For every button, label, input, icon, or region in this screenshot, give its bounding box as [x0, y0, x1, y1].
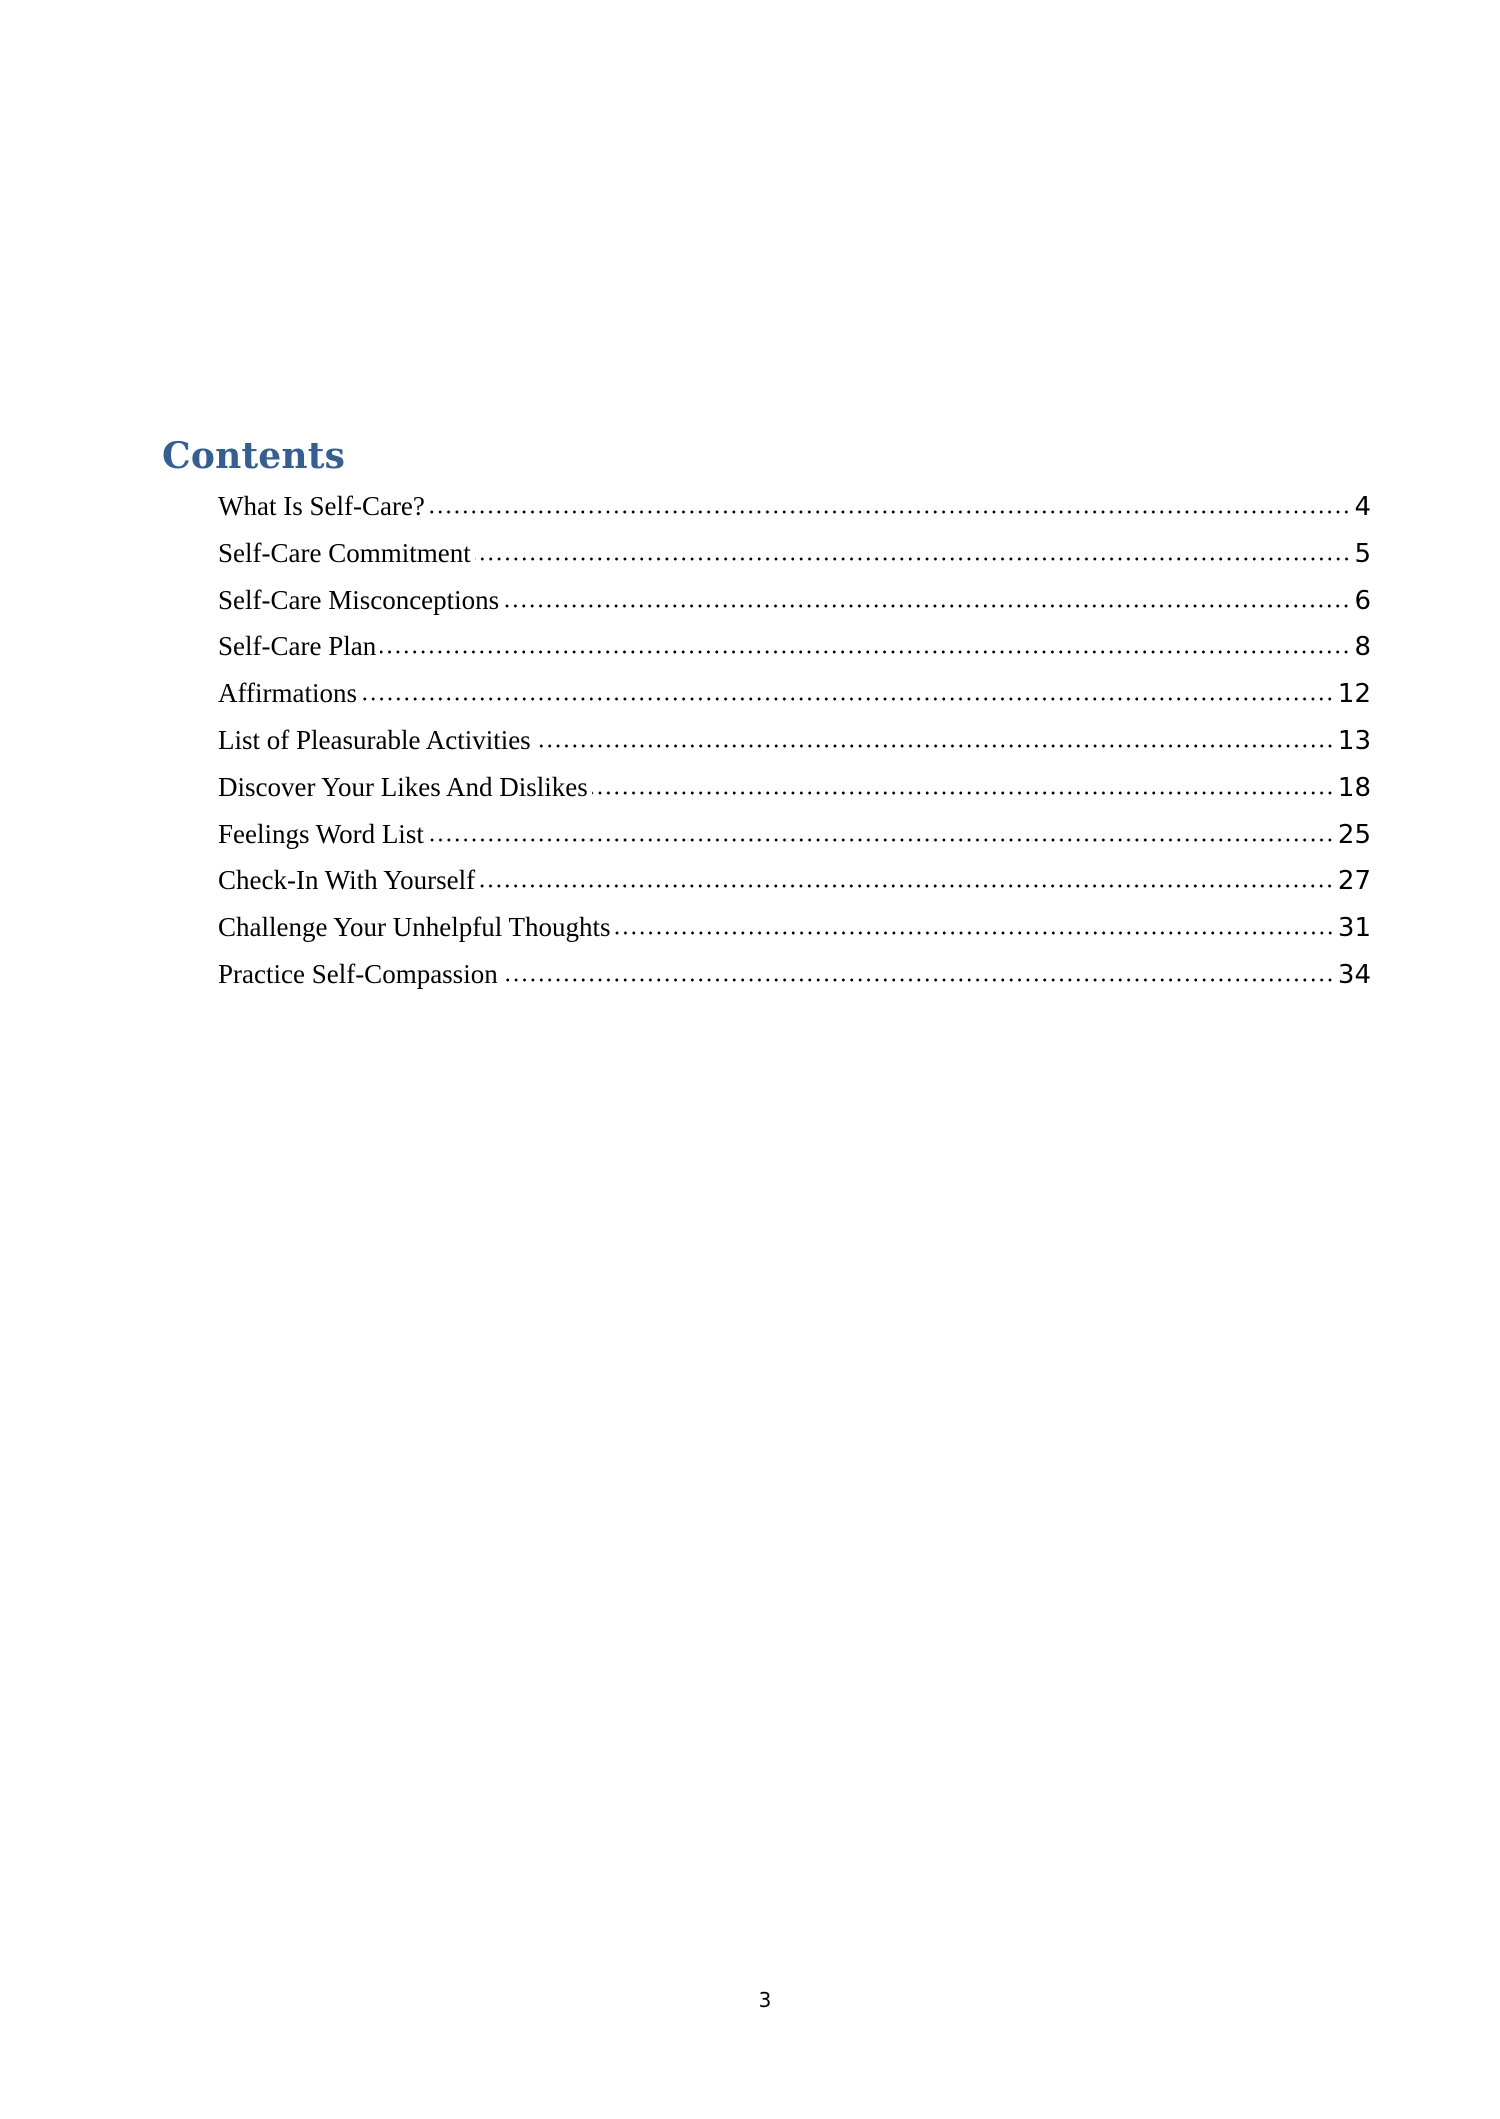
toc-entry-title: Self-Care Plan: [218, 633, 377, 662]
dot-leader: [615, 931, 1334, 935]
toc-entry[interactable]: [218, 633, 1371, 680]
toc-entry[interactable]: [218, 774, 1371, 821]
toc-entry-title: Affirmations: [218, 680, 357, 709]
dot-leader: [502, 978, 1334, 982]
table-of-contents: [218, 493, 1371, 1008]
dot-leader: [361, 697, 1334, 701]
dot-leader: [380, 650, 1350, 654]
toc-entry-page: 12: [1337, 680, 1371, 710]
toc-entry-title: Feelings Word List: [218, 820, 424, 849]
toc-entry-page: 25: [1337, 820, 1371, 850]
toc-entry[interactable]: [218, 821, 1371, 868]
toc-entry[interactable]: [218, 727, 1371, 774]
toc-entry-title: List of Pleasurable Activities: [218, 726, 531, 755]
dot-leader: [503, 604, 1350, 608]
toc-entry-page: 8: [1354, 633, 1371, 663]
toc-entry-page: 13: [1337, 726, 1371, 756]
toc-entry-title: Self-Care Commitment: [218, 539, 471, 568]
dot-leader: [475, 557, 1351, 561]
toc-entry-title: Challenge Your Unhelpful Thoughts: [218, 914, 611, 943]
toc-entry-page: 18: [1337, 773, 1371, 803]
toc-entry-page: 4: [1354, 493, 1371, 522]
toc-entry-page: 34: [1337, 960, 1371, 990]
toc-entry-page: 5: [1354, 539, 1371, 569]
dot-leader: [428, 838, 1334, 842]
dot-leader: [535, 744, 1334, 748]
toc-entry[interactable]: [218, 540, 1371, 587]
dot-leader: [592, 791, 1334, 795]
toc-entry-page: 6: [1354, 586, 1371, 616]
toc-entry[interactable]: [218, 914, 1371, 961]
page-number: 3: [758, 1988, 772, 2012]
toc-entry[interactable]: [218, 867, 1371, 914]
dot-leader: [429, 510, 1351, 514]
toc-entry[interactable]: [218, 961, 1371, 1008]
toc-entry-title: Discover Your Likes And Dislikes: [218, 773, 588, 802]
toc-entry[interactable]: [218, 493, 1371, 540]
toc-entry-title: What Is Self-Care?: [218, 493, 425, 521]
dot-leader: [479, 884, 1334, 888]
toc-entry[interactable]: [218, 680, 1371, 727]
toc-entry-title: Self-Care Misconceptions: [218, 586, 500, 615]
toc-entry-title: Practice Self-Compassion: [218, 960, 498, 989]
toc-heading: Contents: [162, 435, 346, 477]
toc-entry-page: 27: [1337, 867, 1371, 897]
toc-entry-title: Check-In With Yourself: [218, 867, 476, 896]
toc-entry[interactable]: [218, 587, 1371, 634]
toc-entry-page: 31: [1337, 914, 1371, 944]
